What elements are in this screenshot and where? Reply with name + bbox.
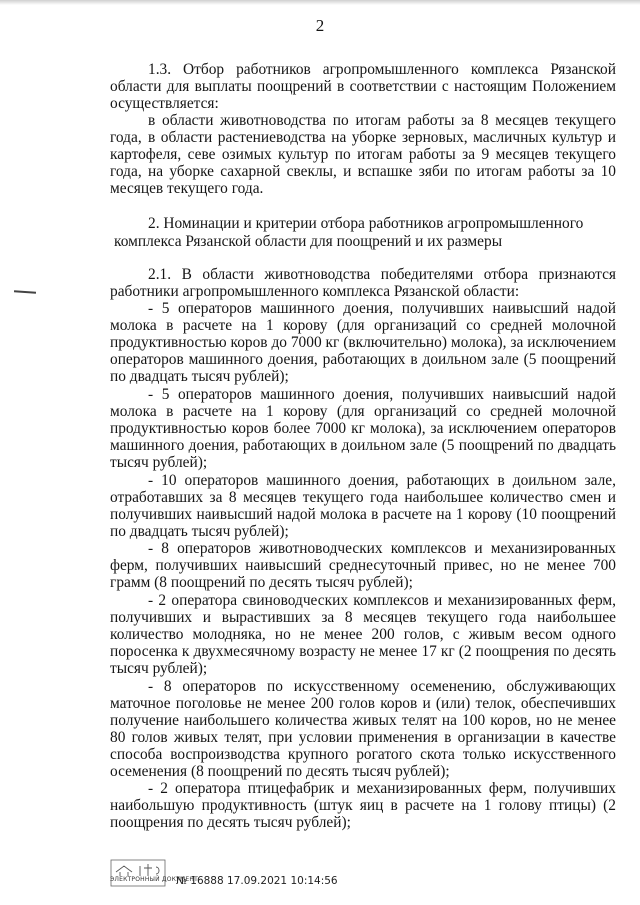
list-item-pig-complex-operators: - 2 оператора свиноводческих комплексов и механизированных ферм, получивших и вырастивших за 8 месяцев текущего года наибольшее количество молодняка, но не менее 200 голов, с живым весом одного поросенка к двухмесячному возрасту не менее 17 кг (2 поощрения по десять тысяч рублей); bbox=[110, 592, 616, 677]
section-heading bbox=[110, 215, 616, 250]
list-item-milking-hall-operators: - 10 операторов машинного доения, работающих в доильном зале, отработавших за 8 месяцев текущего года наибольшее количество смен и получивших наивысший надой молока в расчете на 1 корову (10 поощрений по двадцать тысяч рублей); bbox=[110, 472, 616, 540]
list-item-livestock-complex-operators: - 8 операторов животноводческих комплексов и механизированных ферм, получивших наивысший среднесуточный привес, но не менее 700 грамм (8 поощрений по десять тысяч рублей); bbox=[110, 540, 616, 591]
paragraph-crop-period: в области растениеводства на уборке зерновых, масличных культур и картофеля, севе озимых культур по итогам работы за 9 месяцев текущего года, на уборке сахарной свеклы, и вспашке зяби по итогам работы за 10 месяцев текущего года. bbox=[110, 129, 616, 197]
registration-number: № 16888 17.09.2021 10:14:56 bbox=[176, 875, 338, 887]
margin-mark bbox=[14, 290, 36, 294]
scan-edge bbox=[0, 0, 640, 5]
paragraph-livestock-period: в области животноводства по итогам работы за 8 месяцев текущего года, bbox=[110, 112, 616, 146]
section-heading-line-2: комплекса Рязанской области для поощрений и их размеры bbox=[114, 232, 503, 250]
list-item-milking-operators-up-to-7000: - 5 операторов машинного доения, получивших наивысший надой молока в расчете на 1 корову (для организаций со средней молочной продуктивностью коров до 7000 кг (включительно) молока), за исключением операторов машинного доения, работающих в доильном зале (5 поощрений по двадцать тысяч рублей); bbox=[110, 300, 616, 385]
paragraph-1-3: 1.3. Отбор работников агропромышленного комплекса Рязанской области для выплаты поощрений в соответствии с настоящим Положением осуществляется: bbox=[110, 61, 616, 112]
section-heading-line-1: 2. Номинации и критерии отбора работников агропромышленного bbox=[148, 215, 584, 232]
list-item-poultry-operators: - 2 оператора птицефабрик и механизированных ферм, получивших наибольшую продуктивность (штук яиц в расчете на 1 голову птицы) (2 поощрения по десять тысяч рублей); bbox=[110, 780, 616, 831]
page-number: 2 bbox=[315, 16, 325, 35]
electronic-stamp-icon bbox=[110, 858, 198, 888]
document-footer bbox=[110, 858, 410, 894]
list-item-insemination-operators: - 8 операторов по искусственному осеменению, обслуживающих маточное поголовье не менее 200 голов коров и (или) телок, обеспечивших получение наибольшего количества живых телят на 100 коров, но не менее 80 голов живых телят, при условии применения в организации в качестве способа воспроизводства крупного рогатого скота только искусственного осеменения (8 поощрений по десять тысяч рублей); bbox=[110, 678, 616, 780]
stamp-text: ЭЛЕКТРОННЫЙ ДОКУМЕНТ bbox=[110, 876, 198, 883]
list-item-milking-operators-over-7000: - 5 операторов машинного доения, получивших наивысший надой молока в расчете на 1 корову (для организаций со средней молочной продуктивностью коров более 7000 кг молока), за исключением операторов машинного доения, работающих в доильном зале (5 поощрений по двадцать тысяч рублей); bbox=[110, 386, 616, 471]
paragraph-2-1: 2.1. В области животноводства победителями отбора признаются работники агропромышленного комплекса Рязанской области: bbox=[110, 266, 616, 300]
